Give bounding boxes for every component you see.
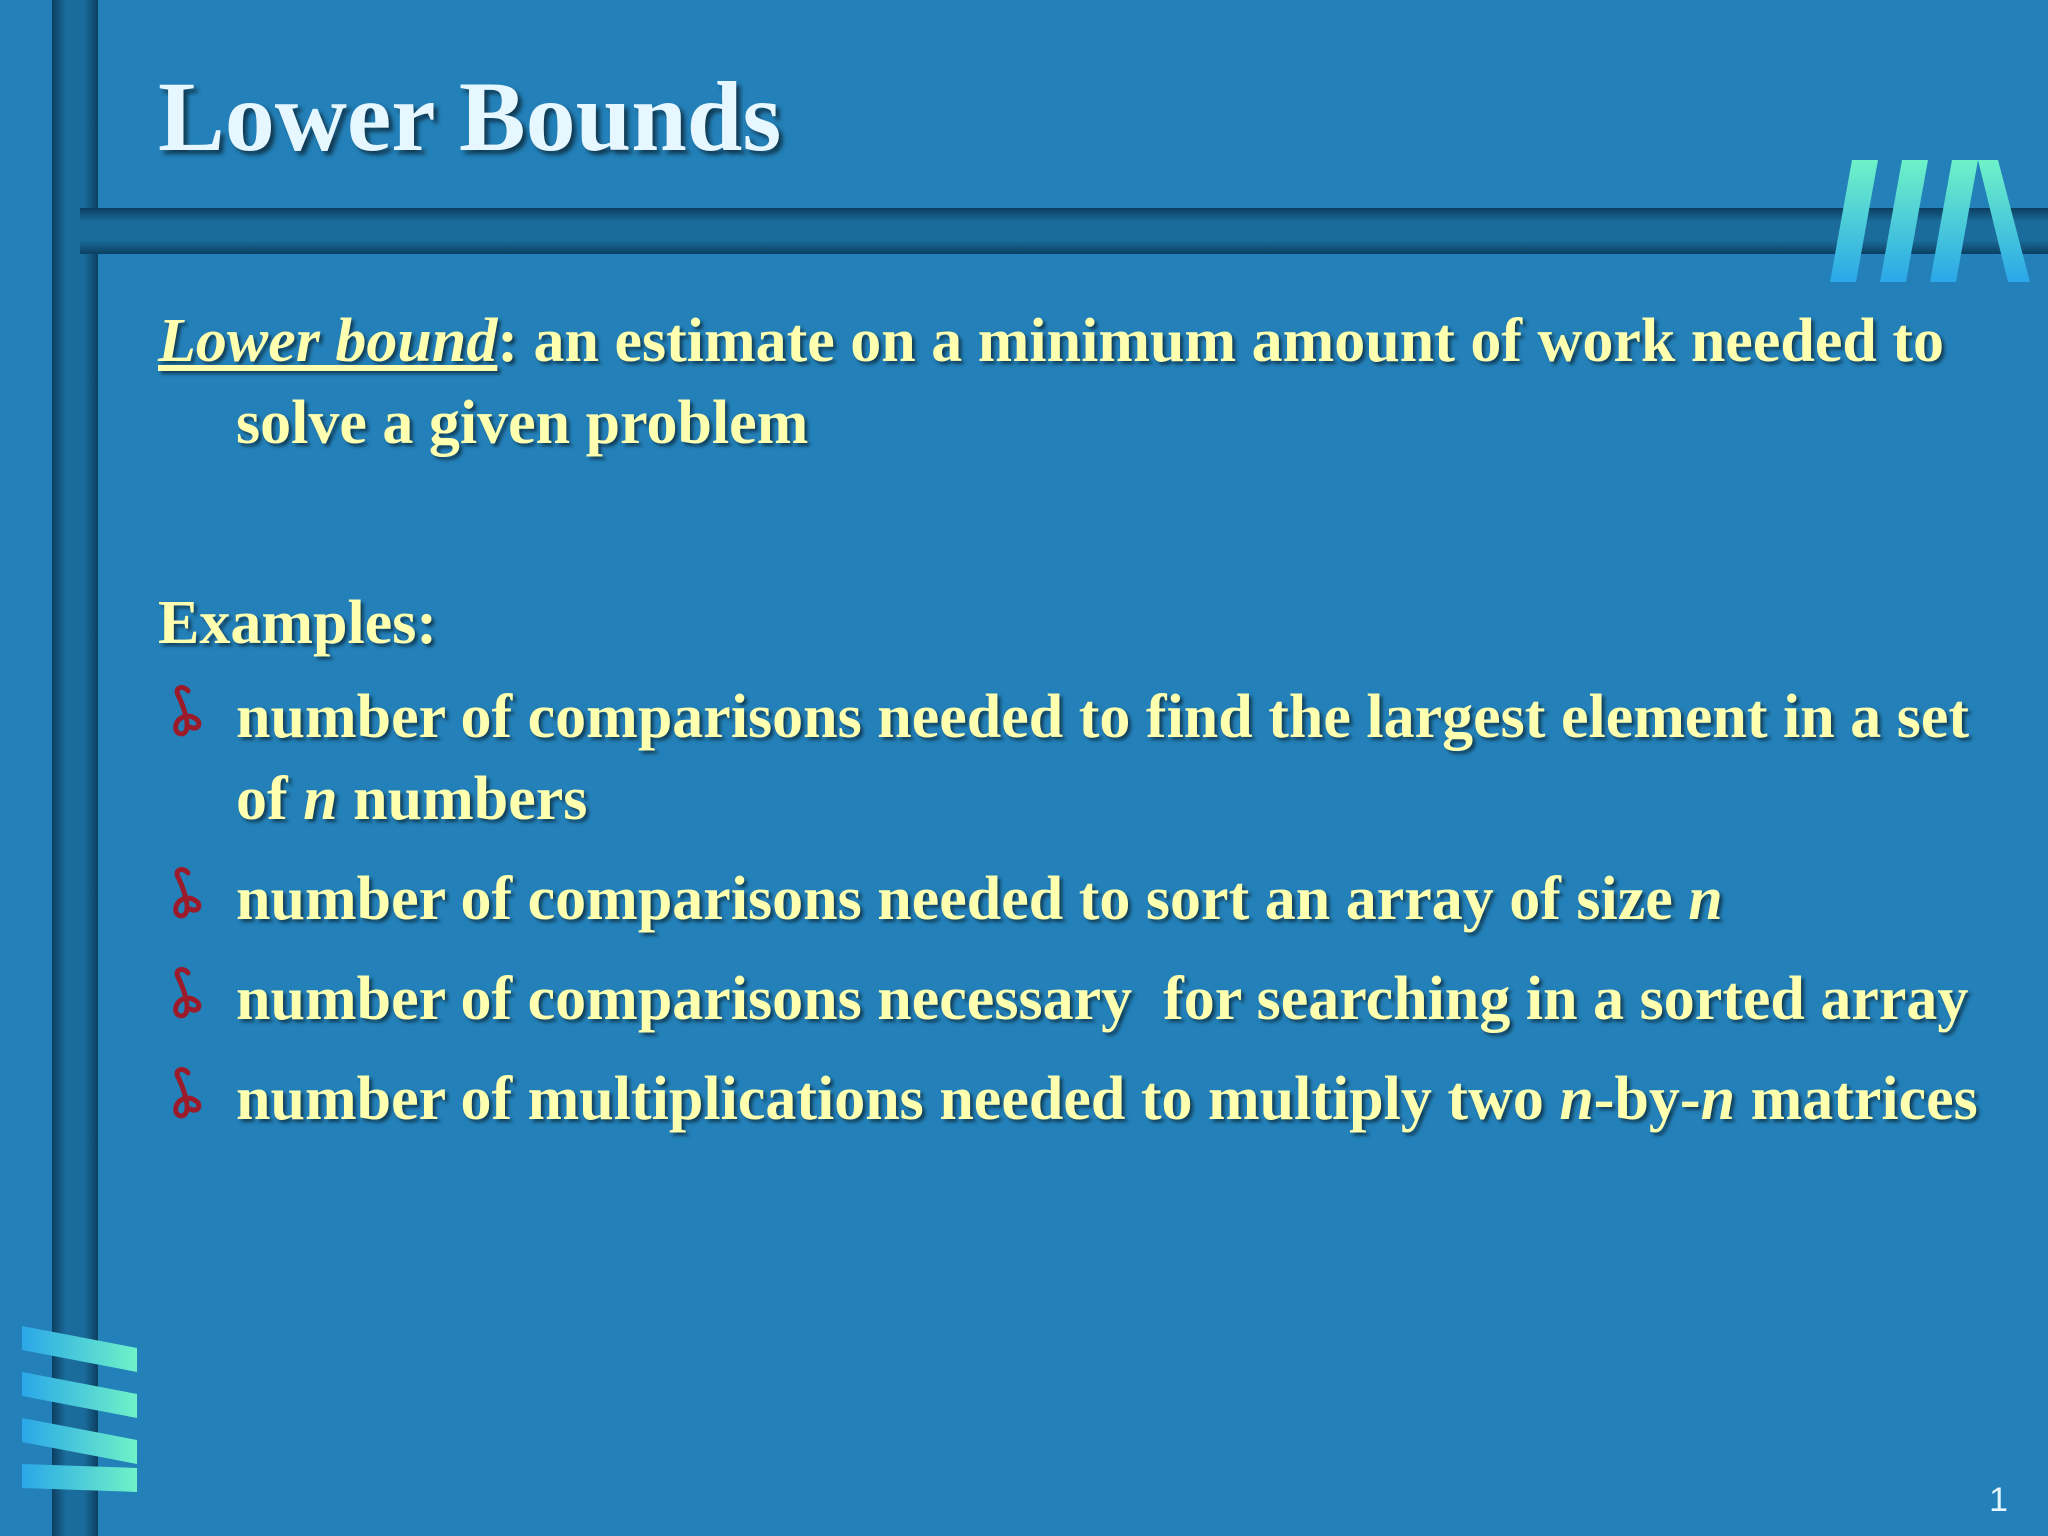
definition-term: Lower bound xyxy=(158,307,498,375)
definition-paragraph xyxy=(158,300,1988,464)
leo-bullet-icon xyxy=(158,1060,206,1130)
leo-bullet-icon xyxy=(158,960,206,1030)
bullet-text: number of comparisons necessary for searching in a sorted array xyxy=(236,965,1969,1033)
stripes-logo-icon xyxy=(1830,160,2030,285)
leo-bullet-icon xyxy=(158,678,206,748)
examples-label: Examples: xyxy=(158,589,437,657)
bullet-text: number of comparisons needed to sort an array of size xyxy=(236,865,1689,933)
bullet-text: number of multiplications needed to multiply two xyxy=(236,1065,1560,1133)
list-item xyxy=(158,676,1988,840)
slide-body xyxy=(158,300,1988,1158)
bullet-text: matrices xyxy=(1735,1065,1978,1133)
list-item xyxy=(158,1058,1988,1140)
definition-text: : an estimate on a minimum amount of work needed to solve a given problem xyxy=(236,307,1944,457)
bullet-text: number of comparisons needed to find the largest element in a set of xyxy=(236,683,1970,833)
bullet-var: n xyxy=(303,765,338,833)
bullet-var: n xyxy=(1700,1065,1736,1133)
bullet-var: n xyxy=(1688,865,1723,933)
bullet-var: n xyxy=(1559,1065,1594,1133)
page-number: 1 xyxy=(1989,1481,2008,1519)
list-item xyxy=(158,858,1988,940)
bullet-text: numbers xyxy=(337,765,588,833)
leo-bullet-icon xyxy=(158,860,206,930)
bullet-text: -by- xyxy=(1593,1065,1701,1133)
list-item xyxy=(158,958,1988,1040)
header-horizontal-bar xyxy=(80,208,2048,254)
slide-title: Lower Bounds xyxy=(158,61,782,172)
stripes-logo-icon xyxy=(12,1318,142,1498)
examples-list xyxy=(158,676,1988,1140)
